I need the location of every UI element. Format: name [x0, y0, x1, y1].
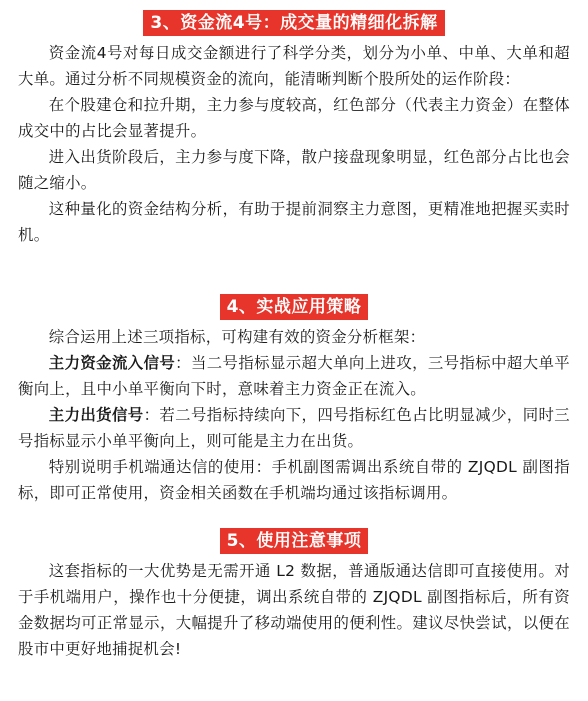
section-4: [0, 294, 588, 506]
inflow-signal-label: 主力资金流入信号: [48, 354, 176, 372]
section-4-intro: 综合运用上述三项指标，可构建有效的资金分析框架：: [48, 328, 426, 346]
section-3: [0, 10, 588, 248]
section-3-paragraph-1: 资金流4号对每日成交金额进行了科学分类，划分为小单、中单、大单和超大单。通过分析不同规模资金的流向，能清晰判断个股所处的运作阶段：: [18, 44, 570, 88]
section-5-paragraph: 这套指标的一大优势是无需开通 L2 数据，普通版通达信即可直接使用。对于手机端用户，操作也十分便捷，调出系统自带的 ZJQDL 副图指标后，所有资金数据均可正常显示，大幅提升了移动端使用的便利性。建议尽快尝试，以便在股市中更好地捕捉机会!: [18, 562, 570, 658]
section-4-heading: 4、实战应用策略: [220, 294, 369, 320]
section-3-paragraph-2: 在个股建仓和拉升期，主力参与度较高，红色部分（代表主力资金）在整体成交中的占比会显著提升。: [18, 96, 570, 140]
inflow-signal-text: ：当二号指标显示超大单向上进攻，三号指标中超大单平衡向上，且中小单平衡向下时，意味着主力资金正在流入。: [18, 354, 570, 398]
mobile-note-paragraph: 特别说明手机端通达信的使用：手机副图需调出系统自带的 ZJQDL 副图指标，即可正常使用，资金相关函数在手机端均通过该指标调用。: [18, 458, 570, 502]
inflow-signal-paragraph: [0, 350, 588, 402]
section-3-heading: 3、资金流4号：成交量的精细化拆解: [143, 10, 444, 36]
section-5: [0, 528, 588, 662]
section-5-heading: 5、使用注意事项: [220, 528, 369, 554]
outflow-signal-text: ：若二号指标持续向下，四号指标红色占比明显减少，同时三号指标显示小单平衡向上，则可能是主力在出货。: [18, 406, 570, 450]
outflow-signal-label: 主力出货信号: [48, 406, 144, 424]
outflow-signal-paragraph: [0, 402, 588, 454]
section-3-paragraph-4: 这种量化的资金结构分析，有助于提前洞察主力意图，更精准地把握买卖时机。: [18, 200, 570, 244]
section-3-paragraph-3: 进入出货阶段后，主力参与度下降，散户接盘现象明显，红色部分占比也会随之缩小。: [18, 148, 570, 192]
